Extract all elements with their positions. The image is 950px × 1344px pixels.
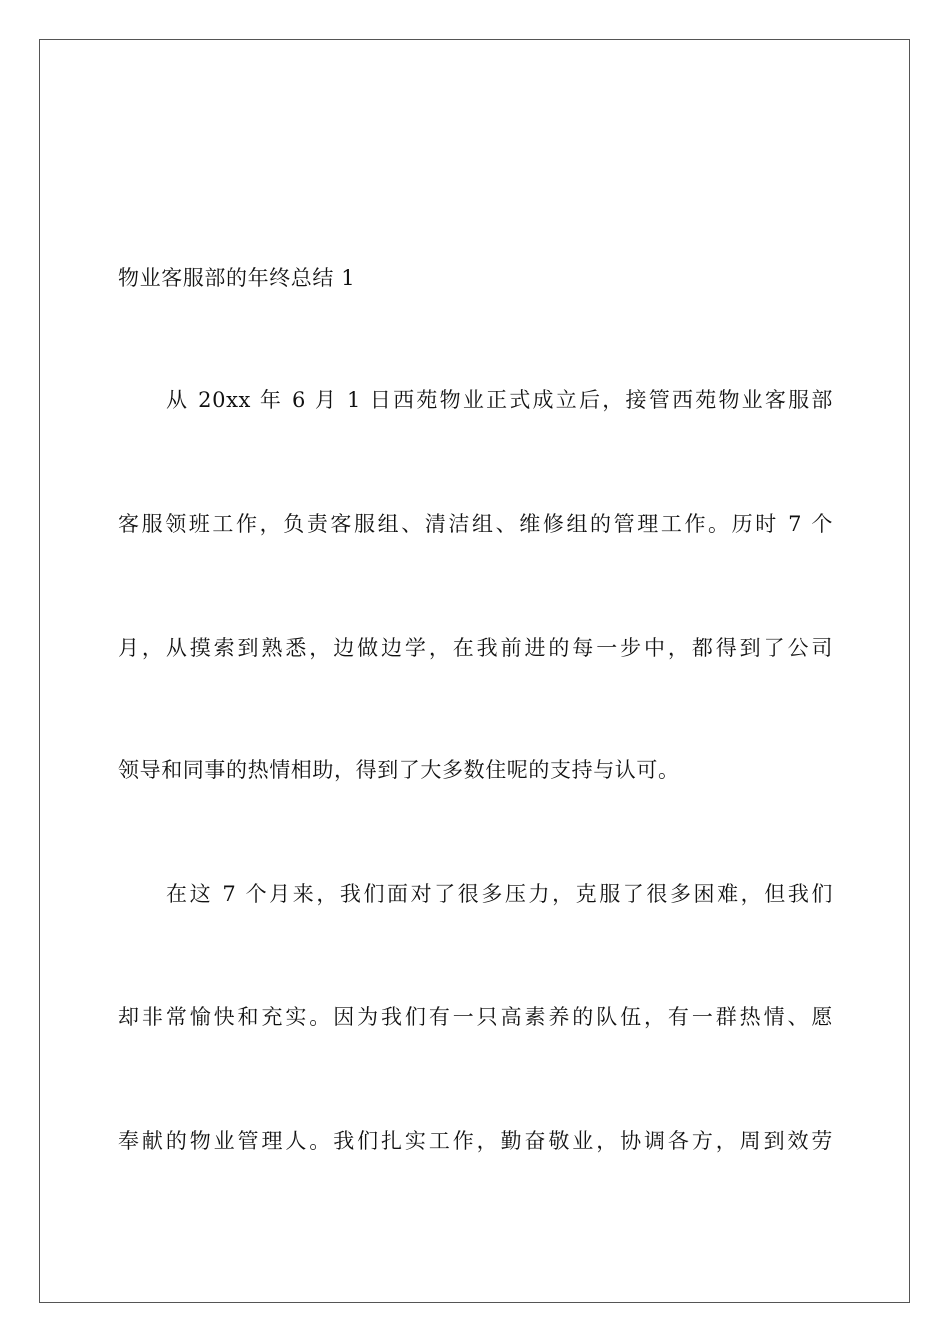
document-title: 物业客服部的年终总结 1: [118, 266, 356, 290]
paragraph-1-line-2: 客服领班工作，负责客服组、清洁组、维修组的管理工作。历时 7 个: [118, 512, 833, 536]
paragraph-1-line-1: 从 20xx 年 6 月 1 日西苑物业正式成立后，接管西苑物业客服部: [166, 388, 833, 412]
paragraph-1-line-4: 领导和同事的热情相助，得到了大多数住呢的支持与认可。: [118, 758, 680, 782]
page-border: [39, 39, 910, 1303]
paragraph-2-line-3: 奉献的物业管理人。我们扎实工作，勤奋敬业，协调各方，周到效劳: [118, 1129, 833, 1153]
paragraph-2-line-2: 却非常愉快和充实。因为我们有一只高素养的队伍，有一群热情、愿: [118, 1005, 833, 1029]
paragraph-2-line-1: 在这 7 个月来，我们面对了很多压力，克服了很多困难，但我们: [166, 882, 833, 906]
paragraph-1-line-3: 月，从摸索到熟悉，边做边学，在我前进的每一步中，都得到了公司: [118, 636, 833, 660]
